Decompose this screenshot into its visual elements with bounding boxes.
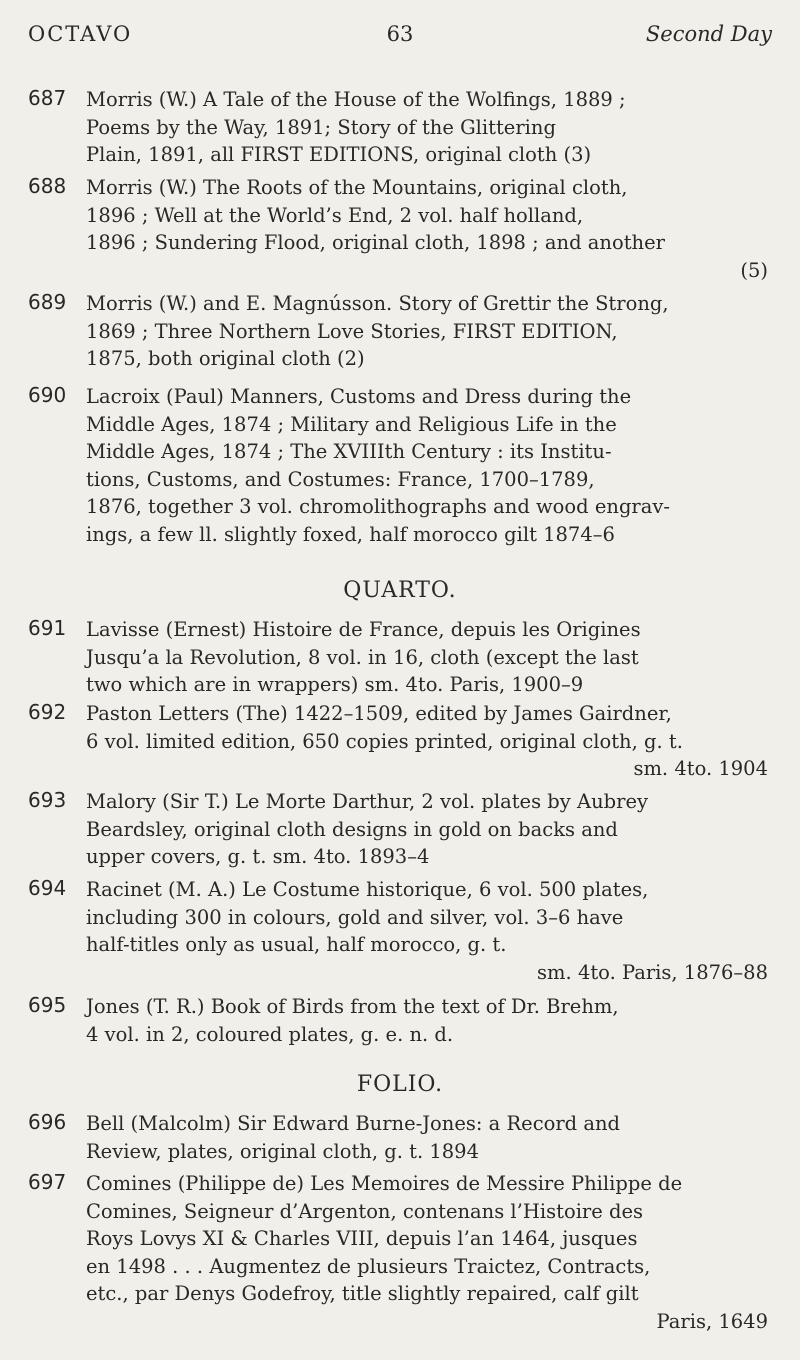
description-line: Malory (Sir T.) Le Morte Darthur, 2 vol. plates by Aubrey [86,790,648,813]
description-line: 1896 ; Well at the World’s End, 2 vol. half holland, [86,203,584,227]
lot-entry [28,174,768,284]
lot-number: 697 [28,1170,67,1194]
lot-entry [28,876,768,986]
lot-number: 687 [28,86,67,110]
lot-entry [28,290,768,373]
lot-description [86,1110,768,1165]
description-line: Racinet (M. A.) Le Costume historique, 6 vol. 500 plates, [86,878,649,901]
description-line: tions, Customs, and Costumes: France, 1700–1789, [86,467,595,491]
lot-description [86,876,768,986]
header-right: Second Day [645,22,772,46]
description-line: 1876, together 3 vol. chromolithographs and wood engrav- [86,495,670,519]
lot-description [86,1170,768,1336]
description-line: Comines (Philippe de) Les Memoires de Messire Philippe de [86,1172,683,1195]
description-line: etc., par Denys Godefroy, title slightly repaired, calf gilt [86,1282,639,1306]
description-line: Middle Ages, 1874 ; The XVIIIth Century : its Institu- [86,440,612,464]
description-line: Paris, 1649 [656,1309,768,1333]
description-line: Roys Lovys XI & Charles VIII, depuis l’an 1464, jusques [86,1227,638,1251]
description-line: two which are in wrappers) sm. 4to. Paris, 1900–9 [86,673,584,697]
lot-entry [28,383,768,549]
description-line: Plain, 1891, all FIRST EDITIONS, original cloth (3) [86,143,592,167]
lot-description [86,86,768,169]
lot-entry [28,1110,768,1165]
description-line: Review, plates, original cloth, g. t. 1894 [86,1139,479,1163]
running-header [28,22,772,54]
lot-entry [28,616,768,699]
lot-description [86,788,768,871]
description-line: Beardsley, original cloth designs in gold on backs and [86,817,618,841]
description-line: Comines, Seigneur d’Argenton, contenans l’Histoire des [86,1199,644,1223]
header-left: OCTAVO [28,22,133,46]
lot-description [86,616,768,699]
description-line: Middle Ages, 1874 ; Military and Religious Life in the [86,412,617,436]
description-line: Morris (W.) and E. Magnússon. Story of Grettir the Strong, [86,292,669,315]
lot-number: 693 [28,788,67,812]
description-line: 1875, both original cloth (2) [86,347,365,371]
lot-number: 690 [28,383,67,407]
lot-description [86,383,768,549]
description-line: Jusqu’a la Revolution, 8 vol. in 16, cloth (except the last [86,645,639,669]
section-heading-folio: FOLIO. [356,1072,444,1097]
description-line: 1869 ; Three Northern Love Stories, FIRST EDITION, [86,319,618,343]
description-line: 1896 ; Sundering Flood, original cloth, 1898 ; and another [86,231,665,255]
lot-number: 692 [28,700,67,724]
description-line: sm. 4to. Paris, 1876–88 [537,960,768,984]
lot-number: 696 [28,1110,67,1134]
lot-description [86,700,768,783]
description-line: Morris (W.) The Roots of the Mountains, original cloth, [86,176,628,199]
description-line: Paston Letters (The) 1422–1509, edited by James Gairdner, [86,702,672,725]
description-line: ings, a few ll. slightly foxed, half morocco gilt 1874–6 [86,522,615,546]
lot-number: 695 [28,993,67,1017]
description-line: Morris (W.) A Tale of the House of the Wolfings, 1889 ; [86,88,626,111]
description-line: Lacroix (Paul) Manners, Customs and Dress during the [86,385,632,408]
description-line: Lavisse (Ernest) Histoire de France, depuis les Origines [86,618,641,641]
lot-entry [28,700,768,783]
page-number: 63 [386,22,414,46]
description-line: 4 vol. in 2, coloured plates, g. e. n. d. [86,1022,454,1046]
lot-description [86,993,768,1048]
section-heading-quarto: QUARTO. [343,578,457,603]
lot-number: 691 [28,616,67,640]
lot-entry [28,1170,768,1336]
lot-number: 688 [28,174,67,198]
lot-number: 694 [28,876,67,900]
description-line: Jones (T. R.) Book of Birds from the text of Dr. Brehm, [86,995,619,1018]
description-line: (5) [740,258,768,282]
description-line: 6 vol. limited edition, 650 copies printed, original cloth, g. t. [86,729,683,753]
lot-entry [28,86,768,169]
description-line: Poems by the Way, 1891; Story of the Glittering [86,115,556,139]
lot-description [86,290,768,373]
description-line: sm. 4to. 1904 [633,757,768,781]
lot-entry [28,993,768,1048]
lot-number: 689 [28,290,67,314]
lot-entry [28,788,768,871]
description-line: half-titles only as usual, half morocco, g. t. [86,933,507,957]
description-line: Bell (Malcolm) Sir Edward Burne-Jones: a Record and [86,1112,621,1135]
description-line: en 1498 . . . Augmentez de plusieurs Traictez, Contracts, [86,1254,651,1278]
description-line: including 300 in colours, gold and silver, vol. 3–6 have [86,905,624,929]
description-line: upper covers, g. t. sm. 4to. 1893–4 [86,845,430,869]
lot-description [86,174,768,284]
